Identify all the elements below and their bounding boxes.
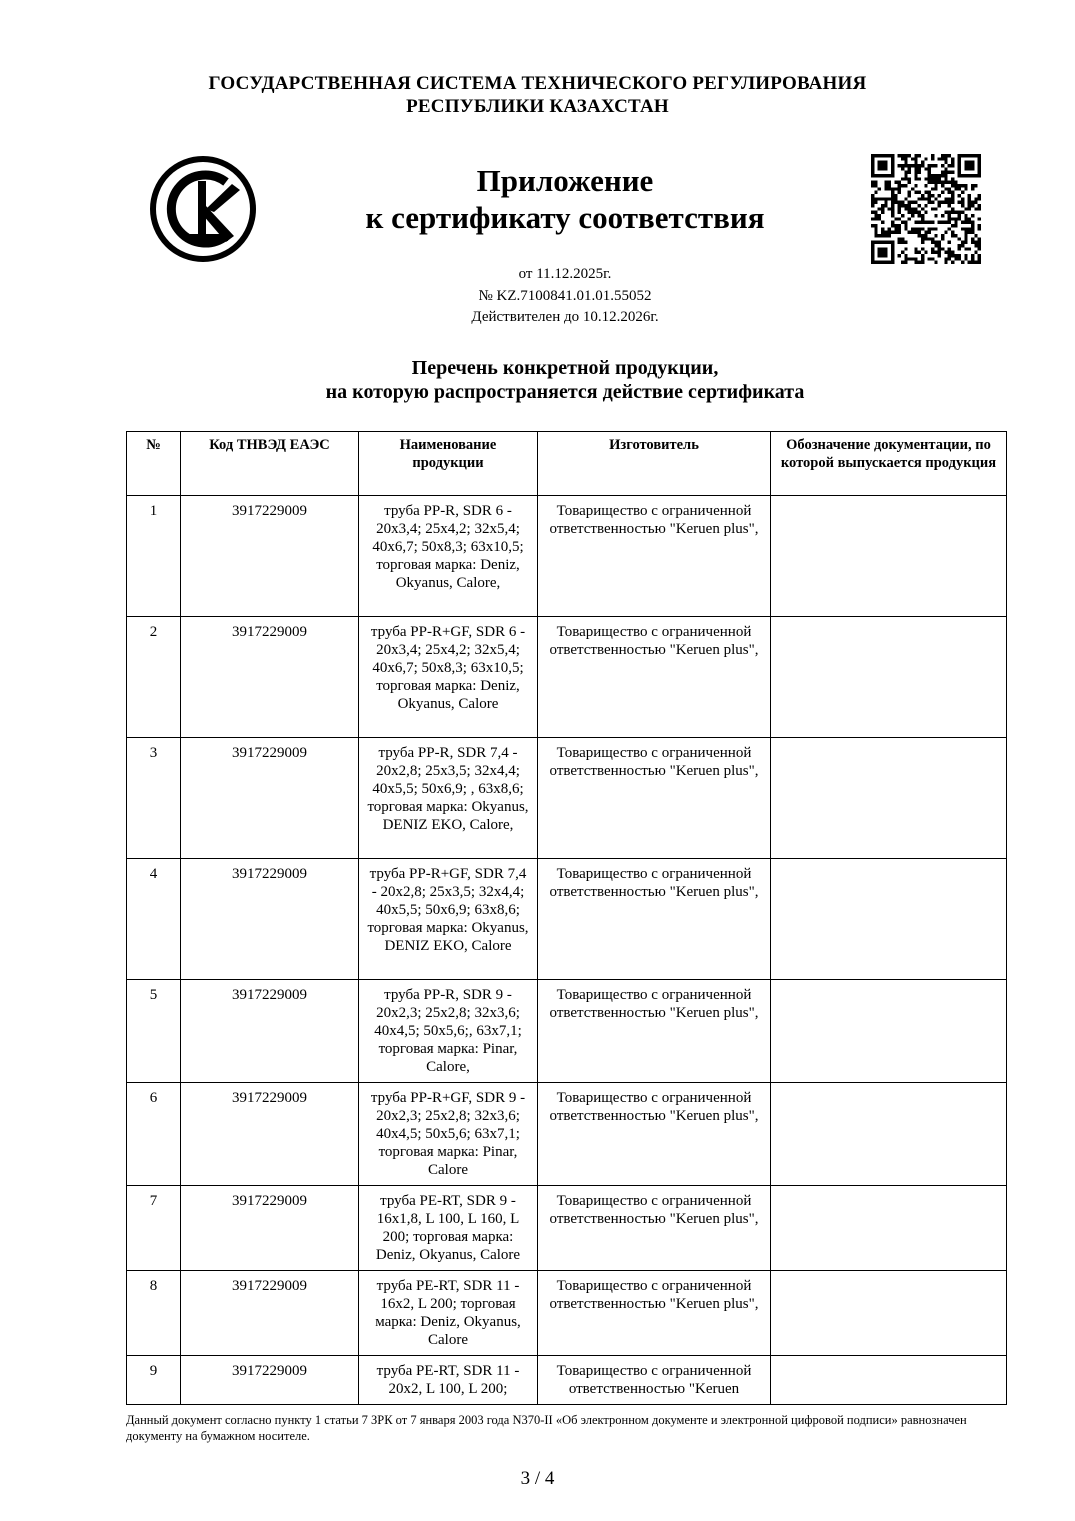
row-code: 3917229009 [181,1271,359,1356]
row-manufacturer: Товарищество с ограниченной ответственностью "Keruen plus", [538,617,771,738]
row-code: 3917229009 [181,617,359,738]
table-row [127,1356,1007,1405]
header-product-name: Наименование продукции [359,432,538,496]
row-code: 3917229009 [181,496,359,617]
row-manufacturer-text: Товарищество с ограниченной ответственностью "Keruen [556,1363,752,1397]
products-table [126,431,1007,1405]
row-code: 3917229009 [181,1356,359,1405]
table-row [127,1186,1007,1271]
row-documentation [771,859,1007,980]
title-line-2: к сертификату соответствия [365,200,765,235]
row-number: 5 [127,980,181,1083]
row-product-name: труба PP-R, SDR 7,4 - 20x2,8; 25x3,5; 32x4,4; 40x5,5; 50x6,9; , 63x8,6; торговая марка: Okyanus, DENIZ EKO, Calore, [359,738,538,859]
row-product-name: труба PP-R+GF, SDR 6 - 20x3,4; 25x4,2; 32x5,4; 40x6,7; 50x8,3; 63x10,5; торговая марка: Deniz, Okyanus, Calore [359,617,538,738]
row-product-name: труба PP-R, SDR 9 - 20x2,3; 25x2,8; 32x3,6; 40x4,5; 50x5,6;, 63x7,1; торговая марка: Pinar, Calore, [359,980,538,1083]
row-manufacturer: Товарищество с ограниченной ответственностью "Keruen plus", [538,1271,771,1356]
row-product-name: труба PP-R, SDR 6 - 20x3,4; 25x4,2; 32x5,4; 40x6,7; 50x8,3; 63x10,5; торговая марка: Deniz, Okyanus, Calore, [359,496,538,617]
certificate-valid-until: Действителен до 10.12.2026г. [471,309,659,325]
row-documentation [771,1186,1007,1271]
table-row [127,859,1007,980]
row-manufacturer: Товарищество с ограниченной ответственностью "Keruen plus", [538,496,771,617]
certificate-meta [0,264,1075,329]
header-manufacturer: Изготовитель [538,432,771,496]
row-number: 7 [127,1186,181,1271]
row-documentation [771,980,1007,1083]
row-documentation [771,617,1007,738]
row-number: 8 [127,1271,181,1356]
header-line-1: ГОСУДАРСТВЕННАЯ СИСТЕМА ТЕХНИЧЕСКОГО РЕГУЛИРОВАНИЯ [208,73,867,94]
header-line-2: РЕСПУБЛИКИ КАЗАХСТАН [406,96,669,117]
document-title [0,162,1075,236]
row-manufacturer: Товарищество с ограниченной ответственностью "Keruen plus", [538,1083,771,1186]
row-number: 1 [127,496,181,617]
row-documentation [771,1356,1007,1405]
certificate-date: от 11.12.2025г. [518,266,612,282]
row-number: 4 [127,859,181,980]
table-row [127,1271,1007,1356]
row-documentation [771,1083,1007,1186]
table-row [127,980,1007,1083]
table-row [127,738,1007,859]
row-manufacturer [538,1356,771,1405]
row-product-name: труба PE-RT, SDR 11 - 16x2, L 200; торговая марка: Deniz, Okyanus, Calore [359,1271,538,1356]
table-row [127,1083,1007,1186]
row-product-name: труба PP-R+GF, SDR 9 - 20x2,3; 25x2,8; 32x3,6; 40x4,5; 50x5,6; 63x7,1; торговая марка: Pinar, Calore [359,1083,538,1186]
legal-note: Данный документ согласно пункту 1 статьи 7 ЗРК от 7 января 2003 года N370-II «Об электронном документе и электронной цифровой подписи» равнозначен документу на бумажном носителе. [126,1413,967,1443]
row-manufacturer: Товарищество с ограниченной ответственностью "Keruen plus", [538,738,771,859]
table-row [127,617,1007,738]
header-number: № [127,432,181,496]
certificate-number: № KZ.7100841.01.01.55052 [478,287,652,304]
subtitle-line-2: на которую распространяется действие сертификата [325,381,805,403]
row-manufacturer: Товарищество с ограниченной ответственностью "Keruen plus", [538,859,771,980]
row-number: 6 [127,1083,181,1186]
row-product-name: труба PE-RT, SDR 9 - 16x1,8, L 100, L 160, L 200; торговая марка: Deniz, Okyanus, Calore [359,1186,538,1271]
row-product-name [359,1356,538,1405]
row-number: 9 [127,1356,181,1405]
table-row [127,496,1007,617]
row-documentation [771,496,1007,617]
header-code: Код ТНВЭД ЕАЭС [181,432,359,496]
row-product-name-text: труба PE-RT, SDR 11 - 20x2, L 100, L 200; [376,1363,520,1397]
page-number: 3 / 4 [520,1468,555,1489]
row-number: 3 [127,738,181,859]
row-number: 2 [127,617,181,738]
document-header [0,72,1075,118]
row-code: 3917229009 [181,1186,359,1271]
row-code: 3917229009 [181,980,359,1083]
row-product-name: труба PP-R+GF, SDR 7,4 - 20x2,8; 25x3,5; 32x4,4; 40x5,5; 50x6,9; 63x8,6; торговая марка: Okyanus, DENIZ EKO, Calore [359,859,538,980]
row-documentation [771,738,1007,859]
title-line-1: Приложение [476,163,654,198]
row-code: 3917229009 [181,738,359,859]
table-header-row [127,432,1007,496]
row-code: 3917229009 [181,859,359,980]
section-subtitle [0,356,1075,404]
subtitle-line-1: Перечень конкретной продукции, [411,357,719,379]
row-manufacturer: Товарищество с ограниченной ответственностью "Keruen plus", [538,980,771,1083]
row-code: 3917229009 [181,1083,359,1186]
header-documentation: Обозначение документации, по которой выпускается продукция [771,432,1007,496]
row-manufacturer: Товарищество с ограниченной ответственностью "Keruen plus", [538,1186,771,1271]
row-documentation [771,1271,1007,1356]
